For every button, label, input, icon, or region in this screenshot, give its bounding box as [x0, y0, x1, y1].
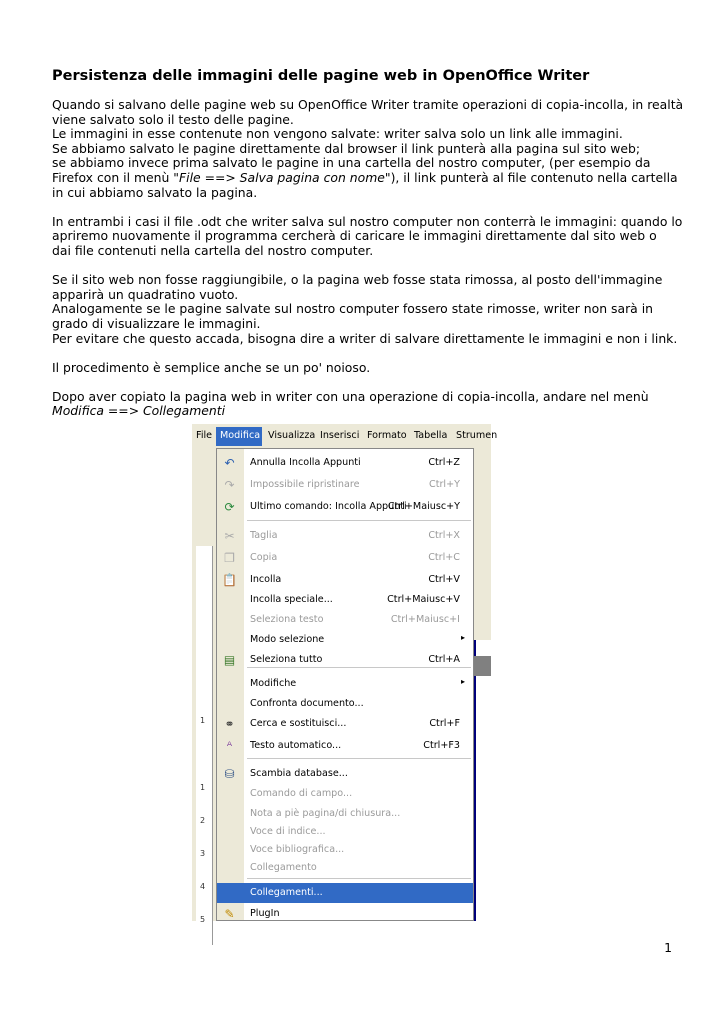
- menu-item-label: Impossibile ripristinare: [250, 479, 360, 490]
- menu-inserisci[interactable]: Inserisci: [320, 430, 360, 441]
- menu-item-label: Scambia database...: [250, 768, 348, 779]
- menu-item-seleziona-testo[interactable]: [217, 610, 473, 630]
- repeat-icon: ⟳: [224, 500, 235, 514]
- text-line: in cui abbiamo salvato la pagina.: [52, 184, 258, 200]
- text-line: In entrambi i casi il file .odt che writer salva sul nostro computer non conterrà le immagini: quando lo: [52, 213, 683, 229]
- document-body: [52, 98, 692, 434]
- document-gap: [474, 656, 491, 676]
- menu-item-voce-di-indice[interactable]: [217, 822, 473, 842]
- text-line: dai file contenuti nella cartella del nostro computer.: [52, 242, 374, 258]
- menu-item-label: Taglia: [250, 530, 278, 541]
- ruler-number: 1: [200, 716, 206, 725]
- menu-item-collegamento[interactable]: [217, 858, 473, 878]
- paragraph-2: [52, 215, 692, 259]
- menu-item-label: Annulla Incolla Appunti: [250, 457, 361, 468]
- menu-item-shortcut: Ctrl+Maiusc+V: [387, 594, 460, 605]
- document-area: [474, 448, 491, 921]
- page-number: 1: [664, 940, 672, 955]
- menu-item-taglia[interactable]: [217, 526, 473, 546]
- undo-icon: ↶: [224, 456, 235, 470]
- modifica-dropdown-menu: [216, 448, 474, 921]
- text-line: Se abbiamo salvato le pagine direttamente dal browser il link punterà alla pagina sul sito web;: [52, 140, 641, 156]
- paste-icon: 📋: [222, 573, 237, 587]
- menu-item-shortcut: Ctrl+C: [428, 552, 460, 563]
- text-line: Le immagini in esse contenute non vengono salvate: writer salva solo un link alle immagini.: [52, 126, 623, 142]
- writer-menu-screenshot: [192, 424, 498, 924]
- menu-item-label: Confronta documento...: [250, 698, 364, 709]
- menu-visualizza[interactable]: Visualizza: [268, 430, 316, 441]
- menu-item-cerca-e-sostituisci[interactable]: [217, 714, 473, 734]
- menu-item-shortcut: Ctrl+F3: [423, 740, 460, 751]
- menu-item-copia[interactable]: [217, 548, 473, 568]
- text-line: Per evitare che questo accada, bisogna dire a writer di salvare direttamente le immagini e non i link.: [52, 330, 678, 346]
- menu-item-label: Comando di campo...: [250, 788, 353, 799]
- text-line: Dopo aver copiato la pagina web in writer con una operazione di copia-incolla, andare nel menù: [52, 388, 649, 404]
- menu-item-impossibile-ripristinare[interactable]: [217, 475, 473, 495]
- menu-item-label: Seleziona tutto: [250, 654, 323, 665]
- text-line: Il procedimento è semplice anche se un po' noioso.: [52, 359, 371, 375]
- menu-item-scambia-database[interactable]: [217, 764, 473, 784]
- cut-icon: ✂: [224, 529, 235, 543]
- menu-item-label: Collegamento: [250, 862, 317, 873]
- select-all-icon: ▤: [223, 653, 236, 667]
- menu-item-shortcut: Ctrl+Maiusc+Y: [387, 501, 460, 512]
- menu-item-label: Copia: [250, 552, 278, 563]
- menu-item-label: Nota a piè pagina/di chiusura...: [250, 808, 401, 819]
- autotext-icon: ᴬ: [226, 739, 233, 753]
- menu-item-plugin[interactable]: [217, 904, 473, 924]
- menu-separator: [247, 758, 471, 759]
- menu-item-seleziona-tutto[interactable]: [217, 650, 473, 670]
- paragraph-5: [52, 390, 692, 419]
- text-line: viene salvato solo il testo delle pagine.: [52, 111, 294, 127]
- menu-modifica[interactable]: Modifica: [216, 427, 262, 446]
- text-line: grado di visualizzare le immagini.: [52, 315, 261, 331]
- menu-path-italic: Modifica ==> Collegamenti: [52, 403, 226, 419]
- menu-path-italic: File ==> Salva pagina con nome: [179, 169, 385, 185]
- menu-file[interactable]: File: [196, 430, 213, 441]
- document-page: [474, 640, 493, 921]
- menu-item-collegamenti[interactable]: [217, 883, 473, 903]
- menu-item-label: Collegamenti...: [250, 887, 323, 898]
- redo-icon: ↷: [224, 478, 235, 492]
- menu-item-label: Voce bibliografica...: [250, 844, 345, 855]
- menu-item-label: PlugIn: [250, 908, 280, 919]
- menu-item-shortcut: Ctrl+Y: [429, 479, 460, 490]
- menu-item-shortcut: Ctrl+A: [428, 654, 460, 665]
- ruler-number: 5: [200, 915, 206, 924]
- submenu-arrow-icon: ▸: [460, 677, 465, 686]
- ruler-number: 1: [200, 783, 206, 792]
- ruler-number: 4: [200, 882, 206, 891]
- menu-item-shortcut: Ctrl+Maiusc+I: [390, 614, 460, 625]
- text-line: se abbiamo invece prima salvato le pagine in una cartella del nostro computer, (per esempio da: [52, 155, 651, 171]
- menu-formato[interactable]: Formato: [367, 430, 407, 441]
- text-line: apparirà un quadratino vuoto.: [52, 286, 239, 302]
- menu-strumenti[interactable]: Strumen: [456, 430, 498, 441]
- menu-bar: [192, 424, 498, 448]
- ruler-number: 2: [200, 816, 206, 825]
- menu-item-incolla-speciale[interactable]: [217, 590, 473, 610]
- menu-item-modo-selezione[interactable]: [217, 630, 473, 650]
- menu-item-label: Cerca e sostituisci...: [250, 718, 347, 729]
- paragraph-1: [52, 98, 692, 200]
- menu-item-confronta-documento[interactable]: [217, 694, 473, 714]
- database-icon: ⛁: [224, 767, 235, 781]
- menu-separator: [247, 520, 471, 521]
- menu-item-annulla-incolla-appunti[interactable]: [217, 453, 473, 473]
- menu-item-voce-bibliografica[interactable]: [217, 840, 473, 860]
- menu-item-label: Incolla speciale...: [250, 594, 333, 605]
- menu-tabella[interactable]: Tabella: [414, 430, 448, 441]
- menu-item-shortcut: Ctrl+Z: [428, 457, 460, 468]
- menu-item-shortcut: Ctrl+F: [429, 718, 460, 729]
- paragraph-3: [52, 273, 692, 346]
- copy-icon: ❐: [224, 551, 235, 565]
- text-line: Analogamente se le pagine salvate sul nostro computer fossero state rimosse, writer non sarà in: [52, 301, 654, 317]
- menu-item-label: Testo automatico...: [250, 740, 342, 751]
- text-line: Firefox con il menù "File ==> Salva pagina con nome"), il link punterà al file contenuto nella cartella: [52, 169, 678, 185]
- text-line: Quando si salvano delle pagine web su OpenOffice Writer tramite operazioni di copia-incolla, in realtà: [52, 97, 684, 112]
- text-line: apriremo nuovamente il programma cercherà di caricare le immagini direttamente dal sito web o: [52, 228, 657, 244]
- menu-item-shortcut: Ctrl+V: [428, 574, 460, 585]
- menu-item-label: Voce di indice...: [250, 826, 326, 837]
- menu-item-testo-automatico[interactable]: [217, 736, 473, 756]
- vertical-ruler: [196, 546, 213, 945]
- text-line: Se il sito web non fosse raggiungibile, o la pagina web fosse stata rimossa, al posto dell'immagine: [52, 272, 663, 288]
- submenu-arrow-icon: ▸: [460, 633, 465, 642]
- menu-item-nota-a-piè-pagina-di-chiusura[interactable]: [217, 804, 473, 824]
- document-title: Persistenza delle immagini delle pagine web in OpenOffice Writer: [52, 68, 590, 84]
- left-toolbar-strip: [192, 448, 216, 924]
- menu-item-ultimo-comando-incolla-appunti[interactable]: [217, 497, 473, 517]
- menu-item-modifiche[interactable]: [217, 674, 473, 694]
- plugin-icon: ✎: [224, 907, 235, 921]
- menu-item-label: Seleziona testo: [250, 614, 324, 625]
- menu-item-label: Incolla: [250, 574, 282, 585]
- menu-item-label: Modifiche: [250, 678, 297, 689]
- menu-item-shortcut: Ctrl+X: [428, 530, 460, 541]
- menu-item-incolla[interactable]: [217, 570, 473, 590]
- binoculars-icon: ⚭: [224, 717, 235, 731]
- menu-separator: [247, 878, 471, 879]
- ruler-number: 3: [200, 849, 206, 858]
- paragraph-4: [52, 361, 692, 376]
- menu-item-label: Modo selezione: [250, 634, 325, 645]
- menu-item-label: Ultimo comando: Incolla Appunti: [250, 501, 407, 512]
- menu-item-comando-di-campo[interactable]: [217, 784, 473, 804]
